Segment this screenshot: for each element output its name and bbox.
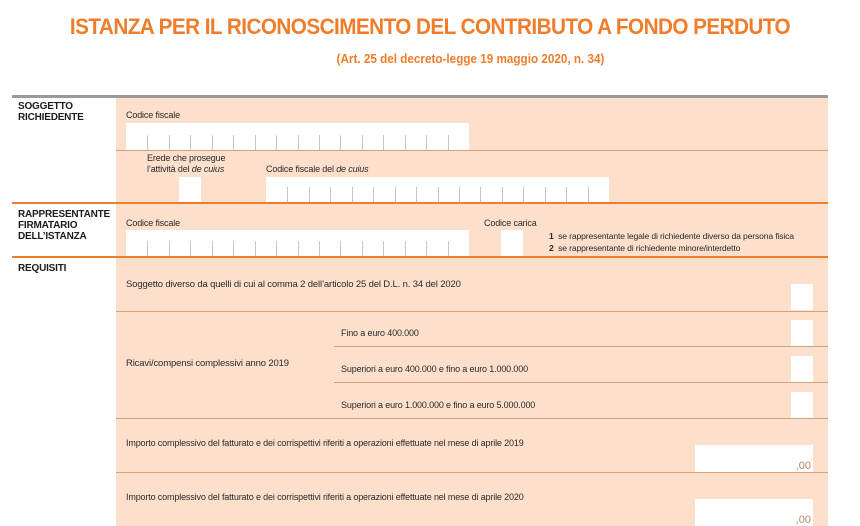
option-code: 2	[549, 243, 554, 253]
section-label-line: DELL’ISTANZA	[18, 231, 87, 242]
option-code: 1	[549, 231, 554, 241]
section-divider	[12, 202, 828, 204]
cell-divider	[287, 187, 288, 202]
codice-fiscale-label: Codice fiscale	[126, 110, 180, 120]
codice-fiscale-label: Codice fiscale	[126, 218, 180, 228]
importo-2020-label: Importo complessivo del fatturato e dei corrispettivi riferiti a operazioni effettuate nel mese di aprile 2020	[126, 492, 524, 502]
codice-carica-options	[549, 230, 794, 254]
cell-divider	[309, 187, 310, 202]
soggetto-diverso-label: Soggetto diverso da quelli di cui al comma 2 dell’articolo 25 del D.L. n. 34 del 2020	[126, 279, 461, 290]
cell-divider	[340, 135, 341, 150]
cell-divider	[276, 135, 277, 150]
section-label-line: RAPPRESENTANTE	[18, 209, 111, 220]
erede-label-italic: de cuius	[191, 164, 225, 174]
ricavi-option-label-3: Superiori a euro 1.000.000 e fino a euro 5.000.000	[341, 400, 536, 410]
erede-checkbox[interactable]	[179, 177, 201, 202]
cell-divider	[169, 241, 170, 256]
section-label-soggetto-richiedente	[18, 101, 84, 123]
section-label-requisiti: REQUISITI	[18, 263, 67, 274]
row-divider	[334, 382, 828, 383]
cell-divider	[480, 187, 481, 202]
erede-label-line2	[147, 164, 225, 175]
cell-divider	[255, 241, 256, 256]
erede-label-line1: Erede che prosegue	[147, 153, 226, 163]
cell-divider	[438, 187, 439, 202]
cell-divider	[362, 241, 363, 256]
cell-divider	[147, 241, 148, 256]
erede-label-text: l’attività del	[147, 164, 192, 174]
cell-divider	[298, 241, 299, 256]
cell-divider	[416, 187, 417, 202]
cell-divider	[502, 187, 503, 202]
row-divider	[116, 418, 828, 419]
ricavi-option-checkbox-1[interactable]	[791, 320, 813, 346]
soggetto-diverso-checkbox[interactable]	[791, 284, 813, 310]
codice-carica-field[interactable]	[501, 230, 523, 256]
cell-divider	[147, 135, 148, 150]
cell-divider	[383, 135, 384, 150]
cell-divider	[319, 135, 320, 150]
cell-divider	[405, 241, 406, 256]
section-label-line: SOGGETTO	[18, 101, 73, 112]
section-label-line: RICHIEDENTE	[18, 112, 84, 123]
cell-divider	[405, 135, 406, 150]
section-label-rappresentante	[18, 209, 110, 242]
cell-divider	[319, 241, 320, 256]
cell-divider	[276, 241, 277, 256]
cell-divider	[212, 135, 213, 150]
cell-divider	[373, 187, 374, 202]
cell-divider	[298, 135, 299, 150]
cell-divider	[383, 241, 384, 256]
cell-divider	[395, 187, 396, 202]
cell-divider	[459, 187, 460, 202]
form-title: ISTANZA PER IL RICONOSCIMENTO DEL CONTRIBUTO A FONDO PERDUTO	[69, 14, 791, 39]
ricavi-label: Ricavi/compensi complessivi anno 2019	[126, 358, 289, 369]
cell-divider	[340, 241, 341, 256]
ricavi-option-label-2: Superiori a euro 400.000 e fino a euro 1.000.000	[341, 364, 528, 374]
cell-divider	[330, 187, 331, 202]
cf-de-cuius-label	[266, 164, 369, 174]
importo-2020-field[interactable]: ,00	[695, 499, 813, 526]
section-label-line: FIRMATARIO	[18, 220, 78, 231]
row-divider	[116, 311, 828, 312]
form-subtitle: (Art. 25 del decreto-legge 19 maggio 2020, n. 34)	[336, 51, 605, 66]
cell-divider	[212, 241, 213, 256]
codice-fiscale-rappresentante-field[interactable]	[126, 230, 469, 256]
codice-carica-label: Codice carica	[484, 218, 537, 228]
cell-divider	[566, 187, 567, 202]
cell-divider	[362, 135, 363, 150]
cf-de-cuius-label-italic: de cuius	[336, 164, 369, 174]
option-text: se rappresentante di richiedente minore/interdetto	[558, 243, 741, 253]
cell-divider	[190, 241, 191, 256]
importo-2019-label: Importo complessivo del fatturato e dei corrispettivi riferiti a operazioni effettuate nel mese di aprile 2019	[126, 438, 524, 448]
row-divider	[116, 150, 828, 151]
erede-label	[147, 153, 225, 175]
row-divider	[334, 346, 828, 347]
cell-divider	[448, 135, 449, 150]
ricavi-option-checkbox-2[interactable]	[791, 356, 813, 382]
section-divider	[12, 256, 828, 258]
cell-divider	[190, 135, 191, 150]
ricavi-option-checkbox-3[interactable]	[791, 392, 813, 418]
cell-divider	[545, 187, 546, 202]
cell-divider	[233, 241, 234, 256]
importo-2019-field[interactable]: ,00	[695, 445, 813, 472]
option-text: se rappresentante legale di richiedente diverso da persona fisica	[558, 231, 794, 241]
cell-divider	[352, 187, 353, 202]
cell-divider	[588, 187, 589, 202]
row-divider	[116, 472, 828, 473]
cell-divider	[233, 135, 234, 150]
cell-divider	[426, 135, 427, 150]
ricavi-option-label-1: Fino a euro 400.000	[341, 328, 419, 338]
codice-carica-option-2	[549, 242, 794, 254]
cell-divider	[169, 135, 170, 150]
cf-de-cuius-label-text: Codice fiscale del	[266, 164, 337, 174]
cell-divider	[426, 241, 427, 256]
cell-divider	[448, 241, 449, 256]
codice-fiscale-de-cuius-field[interactable]	[266, 177, 609, 202]
cell-divider	[255, 135, 256, 150]
cell-divider	[523, 187, 524, 202]
codice-fiscale-richiedente-field[interactable]	[126, 123, 469, 150]
codice-carica-option-1	[549, 230, 794, 242]
